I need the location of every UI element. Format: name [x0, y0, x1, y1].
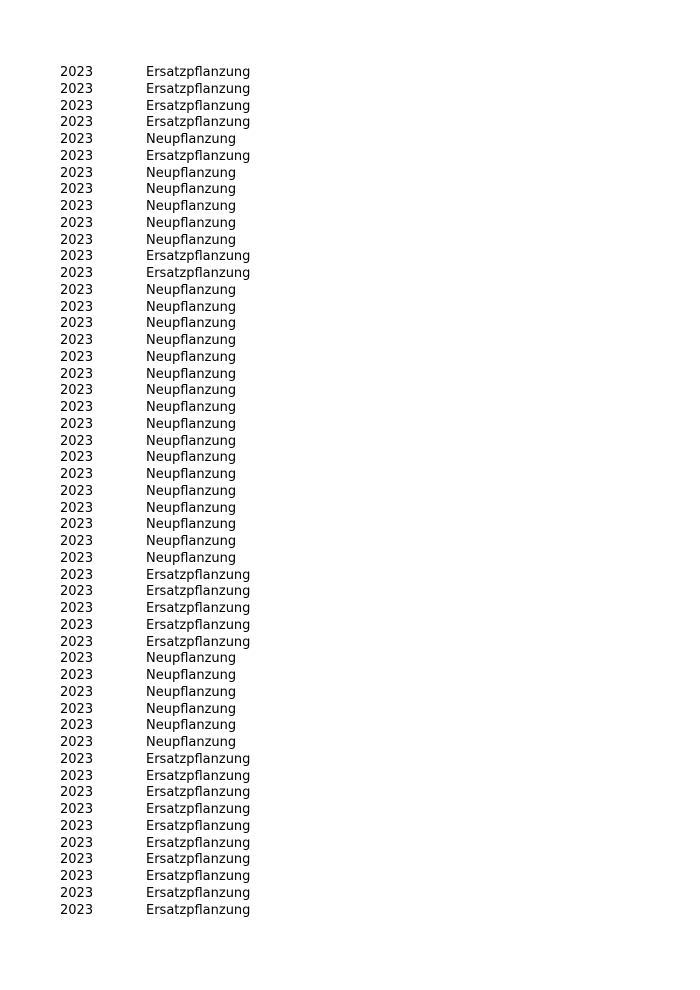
planting-type-cell: Neupflanzung: [146, 483, 237, 499]
year-cell: 2023: [60, 215, 94, 231]
table-row: [60, 852, 360, 869]
year-cell: 2023: [60, 852, 94, 868]
planting-type-cell: Neupflanzung: [146, 433, 237, 449]
planting-type-cell: Ersatzpflanzung: [146, 601, 251, 616]
year-cell: 2023: [60, 785, 94, 801]
table-row: [60, 668, 360, 685]
year-cell: 2023: [60, 199, 94, 214]
table-row: [60, 618, 360, 635]
year-cell: 2023: [60, 400, 94, 415]
planting-type-cell: Neupflanzung: [146, 316, 237, 332]
planting-type-cell: Neupflanzung: [146, 282, 237, 298]
planting-type-cell: Neupflanzung: [146, 684, 237, 700]
year-cell: 2023: [60, 182, 94, 198]
table-row: [60, 819, 360, 836]
planting-type-cell: Neupflanzung: [146, 450, 237, 466]
table-row: [60, 166, 360, 183]
planting-type-cell: Neupflanzung: [146, 199, 237, 214]
table-row: [60, 568, 360, 585]
year-cell: 2023: [60, 818, 94, 834]
table-row: [60, 99, 360, 116]
table-row: [60, 65, 360, 82]
table-row: [60, 886, 360, 903]
planting-type-cell: Neupflanzung: [146, 550, 237, 566]
year-cell: 2023: [60, 584, 94, 600]
table-row: [60, 501, 360, 518]
table-row: [60, 702, 360, 719]
table-row: [60, 283, 360, 300]
year-cell: 2023: [60, 768, 94, 784]
table-row: [60, 903, 360, 920]
table-row: [60, 417, 360, 434]
table-row: [60, 467, 360, 484]
planting-type-cell: Neupflanzung: [146, 718, 237, 734]
year-cell: 2023: [60, 433, 94, 449]
year-cell: 2023: [60, 617, 94, 633]
year-cell: 2023: [60, 299, 94, 315]
year-cell: 2023: [60, 885, 94, 901]
year-cell: 2023: [60, 349, 94, 365]
table-row: [60, 769, 360, 786]
year-cell: 2023: [60, 383, 94, 399]
table-row: [60, 450, 360, 467]
planting-type-cell: Neupflanzung: [146, 400, 237, 415]
planting-type-cell: Ersatzpflanzung: [146, 751, 251, 767]
planting-type-cell: Neupflanzung: [146, 517, 237, 533]
table-row: [60, 869, 360, 886]
year-cell: 2023: [60, 249, 94, 265]
planting-type-cell: Ersatzpflanzung: [146, 852, 251, 868]
year-cell: 2023: [60, 366, 94, 382]
planting-type-cell: Neupflanzung: [146, 500, 237, 516]
year-cell: 2023: [60, 98, 94, 114]
table-row: [60, 400, 360, 417]
planting-type-cell: Neupflanzung: [146, 299, 237, 315]
planting-type-cell: Neupflanzung: [146, 366, 237, 382]
table-row: [60, 718, 360, 735]
planting-type-cell: Ersatzpflanzung: [146, 802, 251, 817]
table-row: [60, 383, 360, 400]
year-cell: 2023: [60, 601, 94, 616]
planting-type-cell: Ersatzpflanzung: [146, 81, 251, 97]
year-cell: 2023: [60, 316, 94, 332]
table-row: [60, 350, 360, 367]
table-row: [60, 333, 360, 350]
table-row: [60, 266, 360, 283]
year-cell: 2023: [60, 651, 94, 667]
year-cell: 2023: [60, 835, 94, 851]
planting-type-cell: Ersatzpflanzung: [146, 869, 251, 884]
year-cell: 2023: [60, 450, 94, 466]
planting-type-cell: Ersatzpflanzung: [146, 768, 251, 784]
table-row: [60, 836, 360, 853]
year-cell: 2023: [60, 132, 94, 147]
planting-type-cell: Neupflanzung: [146, 416, 237, 432]
year-cell: 2023: [60, 550, 94, 566]
year-cell: 2023: [60, 517, 94, 533]
planting-type-cell: Neupflanzung: [146, 165, 237, 181]
table-row: [60, 82, 360, 99]
table-row: [60, 584, 360, 601]
planting-type-cell: Ersatzpflanzung: [146, 617, 251, 633]
planting-type-cell: Ersatzpflanzung: [146, 902, 251, 918]
planting-type-cell: Ersatzpflanzung: [146, 148, 251, 164]
year-cell: 2023: [60, 165, 94, 181]
year-cell: 2023: [60, 333, 94, 348]
year-cell: 2023: [60, 81, 94, 97]
planting-type-cell: Ersatzpflanzung: [146, 885, 251, 901]
table-row: [60, 149, 360, 166]
table-row: [60, 735, 360, 752]
table-row: [60, 517, 360, 534]
planting-type-cell: Neupflanzung: [146, 701, 237, 717]
planting-type-cell: Ersatzpflanzung: [146, 584, 251, 600]
planting-type-cell: Ersatzpflanzung: [146, 249, 251, 265]
planting-type-cell: Ersatzpflanzung: [146, 266, 251, 281]
year-cell: 2023: [60, 467, 94, 482]
year-cell: 2023: [60, 115, 94, 131]
table-row: [60, 233, 360, 250]
planting-type-cell: Neupflanzung: [146, 132, 237, 147]
table-row: [60, 182, 360, 199]
planting-type-cell: Ersatzpflanzung: [146, 567, 251, 583]
table-row: [60, 316, 360, 333]
planting-type-cell: Ersatzpflanzung: [146, 785, 251, 801]
year-cell: 2023: [60, 735, 94, 750]
planting-type-cell: Ersatzpflanzung: [146, 634, 251, 650]
year-cell: 2023: [60, 534, 94, 549]
table-row: [60, 199, 360, 216]
table-row: [60, 434, 360, 451]
table-row: [60, 551, 360, 568]
year-cell: 2023: [60, 266, 94, 281]
year-cell: 2023: [60, 282, 94, 298]
table-row: [60, 534, 360, 551]
table-row: [60, 752, 360, 769]
planting-type-cell: Ersatzpflanzung: [146, 65, 251, 80]
year-cell: 2023: [60, 751, 94, 767]
year-cell: 2023: [60, 483, 94, 499]
year-cell: 2023: [60, 65, 94, 80]
planting-type-cell: Neupflanzung: [146, 215, 237, 231]
planting-type-cell: Neupflanzung: [146, 668, 237, 683]
table-row: [60, 216, 360, 233]
planting-type-cell: Neupflanzung: [146, 333, 237, 348]
table-row: [60, 367, 360, 384]
planting-type-cell: Neupflanzung: [146, 232, 237, 248]
planting-type-cell: Ersatzpflanzung: [146, 98, 251, 114]
year-cell: 2023: [60, 718, 94, 734]
planting-type-cell: Neupflanzung: [146, 651, 237, 667]
year-cell: 2023: [60, 148, 94, 164]
table-row: [60, 785, 360, 802]
table-row: [60, 249, 360, 266]
year-cell: 2023: [60, 802, 94, 817]
year-cell: 2023: [60, 416, 94, 432]
planting-type-cell: Neupflanzung: [146, 534, 237, 549]
table-row: [60, 651, 360, 668]
planting-type-cell: Neupflanzung: [146, 349, 237, 365]
year-cell: 2023: [60, 500, 94, 516]
table-row: [60, 635, 360, 652]
year-cell: 2023: [60, 232, 94, 248]
planting-type-cell: Neupflanzung: [146, 467, 237, 482]
year-cell: 2023: [60, 668, 94, 683]
planting-table: [60, 65, 360, 919]
planting-type-cell: Ersatzpflanzung: [146, 818, 251, 834]
year-cell: 2023: [60, 701, 94, 717]
year-cell: 2023: [60, 684, 94, 700]
year-cell: 2023: [60, 869, 94, 884]
table-row: [60, 115, 360, 132]
planting-type-cell: Neupflanzung: [146, 735, 237, 750]
planting-type-cell: Ersatzpflanzung: [146, 115, 251, 131]
planting-type-cell: Ersatzpflanzung: [146, 835, 251, 851]
planting-type-cell: Neupflanzung: [146, 182, 237, 198]
year-cell: 2023: [60, 902, 94, 918]
table-row: [60, 802, 360, 819]
table-row: [60, 300, 360, 317]
year-cell: 2023: [60, 567, 94, 583]
table-row: [60, 601, 360, 618]
table-row: [60, 132, 360, 149]
table-row: [60, 484, 360, 501]
planting-type-cell: Neupflanzung: [146, 383, 237, 399]
year-cell: 2023: [60, 634, 94, 650]
table-row: [60, 685, 360, 702]
